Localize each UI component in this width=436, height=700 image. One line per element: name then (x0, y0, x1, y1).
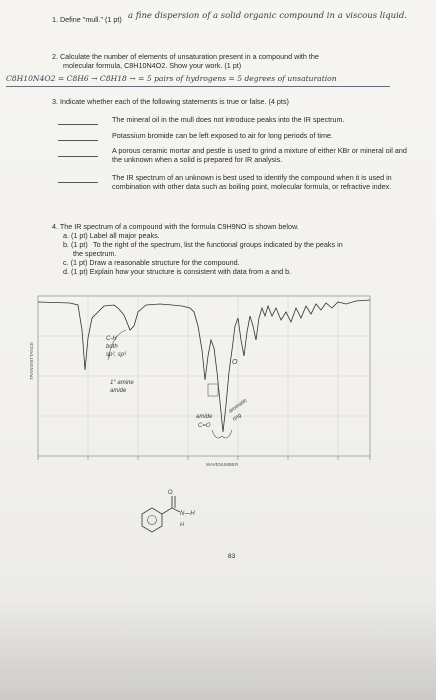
ann-amide-2: amide (196, 414, 213, 420)
q2-prompt-line2: molecular formula, C8H10N4O2. Show your work. (1 pt) (63, 61, 242, 70)
ann-amine: 1° amine (110, 380, 134, 386)
spectrum-annotations (106, 330, 249, 438)
q3-prompt: 3. Indicate whether each of the following statements is true or false. (4 pts) (52, 97, 289, 106)
ann-both: both (106, 344, 118, 350)
structure-h-label: H (180, 522, 184, 528)
ann-o-mark: O (232, 359, 238, 366)
ann-bracket-mark (212, 430, 232, 438)
q4-prompt-line2: To the right of the spectrum, list the functional groups indicated by the peaks in (93, 240, 343, 249)
structure-nh-label: N—H (180, 511, 195, 517)
q1-handwritten-answer: a fine dispersion of a solid organic compound in a viscous liquid. (128, 11, 407, 21)
q2-handwritten-work: C8H10N4O2 = C8H6 → C8H18 → = 5 pairs of hydrogens = 5 degrees of unsaturation (6, 74, 337, 83)
y-axis-label: TRANSMITTANCE (29, 342, 34, 380)
q4-part-d: d. (1 pt) Explain how your structure is consistent with data from a and b. (63, 267, 292, 276)
ann-aromatic: aromatic (227, 397, 249, 415)
q3-statement-4: The IR spectrum of an unknown is best used to identify the compound when it is used in combination with other data such as boiling point, molecular formula, or refractive index. (112, 173, 392, 191)
q4-part-a: a. (1 pt) Label all major peaks. (63, 231, 160, 240)
q3-statement-2: Potassium bromide can be left exposed to air for long periods of time. (112, 131, 333, 140)
x-axis-label: WAVENUMBER (206, 462, 239, 467)
q4-prompt-line3: the spectrum. (73, 249, 117, 258)
q4-prompt-line1: 4. The IR spectrum of a compound with the formula C9H9NO is shown below. (52, 222, 299, 231)
q4-part-b: b. (1 pt) (63, 240, 88, 249)
q1-prompt: 1. Define "mull." (1 pt) (52, 15, 122, 24)
drawn-structure (142, 496, 180, 532)
q4-part-c: c. (1 pt) Draw a reasonable structure for the compound. (63, 258, 240, 267)
q3-statement-3: A porous ceramic mortar and pestle is used to grind a mixture of either KBr or mineral oil and the unknown when a solid is prepared for IR analysis. (112, 146, 407, 164)
ann-c-o: C=O (198, 423, 211, 429)
structure-o-atom: O (168, 490, 173, 496)
q3-statement-1: The mineral oil in the mull does not introduce peaks into the IR spectrum. (112, 115, 345, 124)
ann-sp: sp², sp³ (106, 352, 127, 358)
ann-ring: ring (231, 412, 243, 423)
ann-box-mark (208, 384, 218, 396)
ann-amide: amide (110, 388, 127, 394)
q2-prompt-line1: 2. Calculate the number of elements of unsaturation present in a compound with the (52, 52, 319, 61)
ann-ch: C-H (106, 336, 117, 342)
page-number: 83 (228, 553, 236, 560)
spectrum-frame (38, 296, 370, 460)
